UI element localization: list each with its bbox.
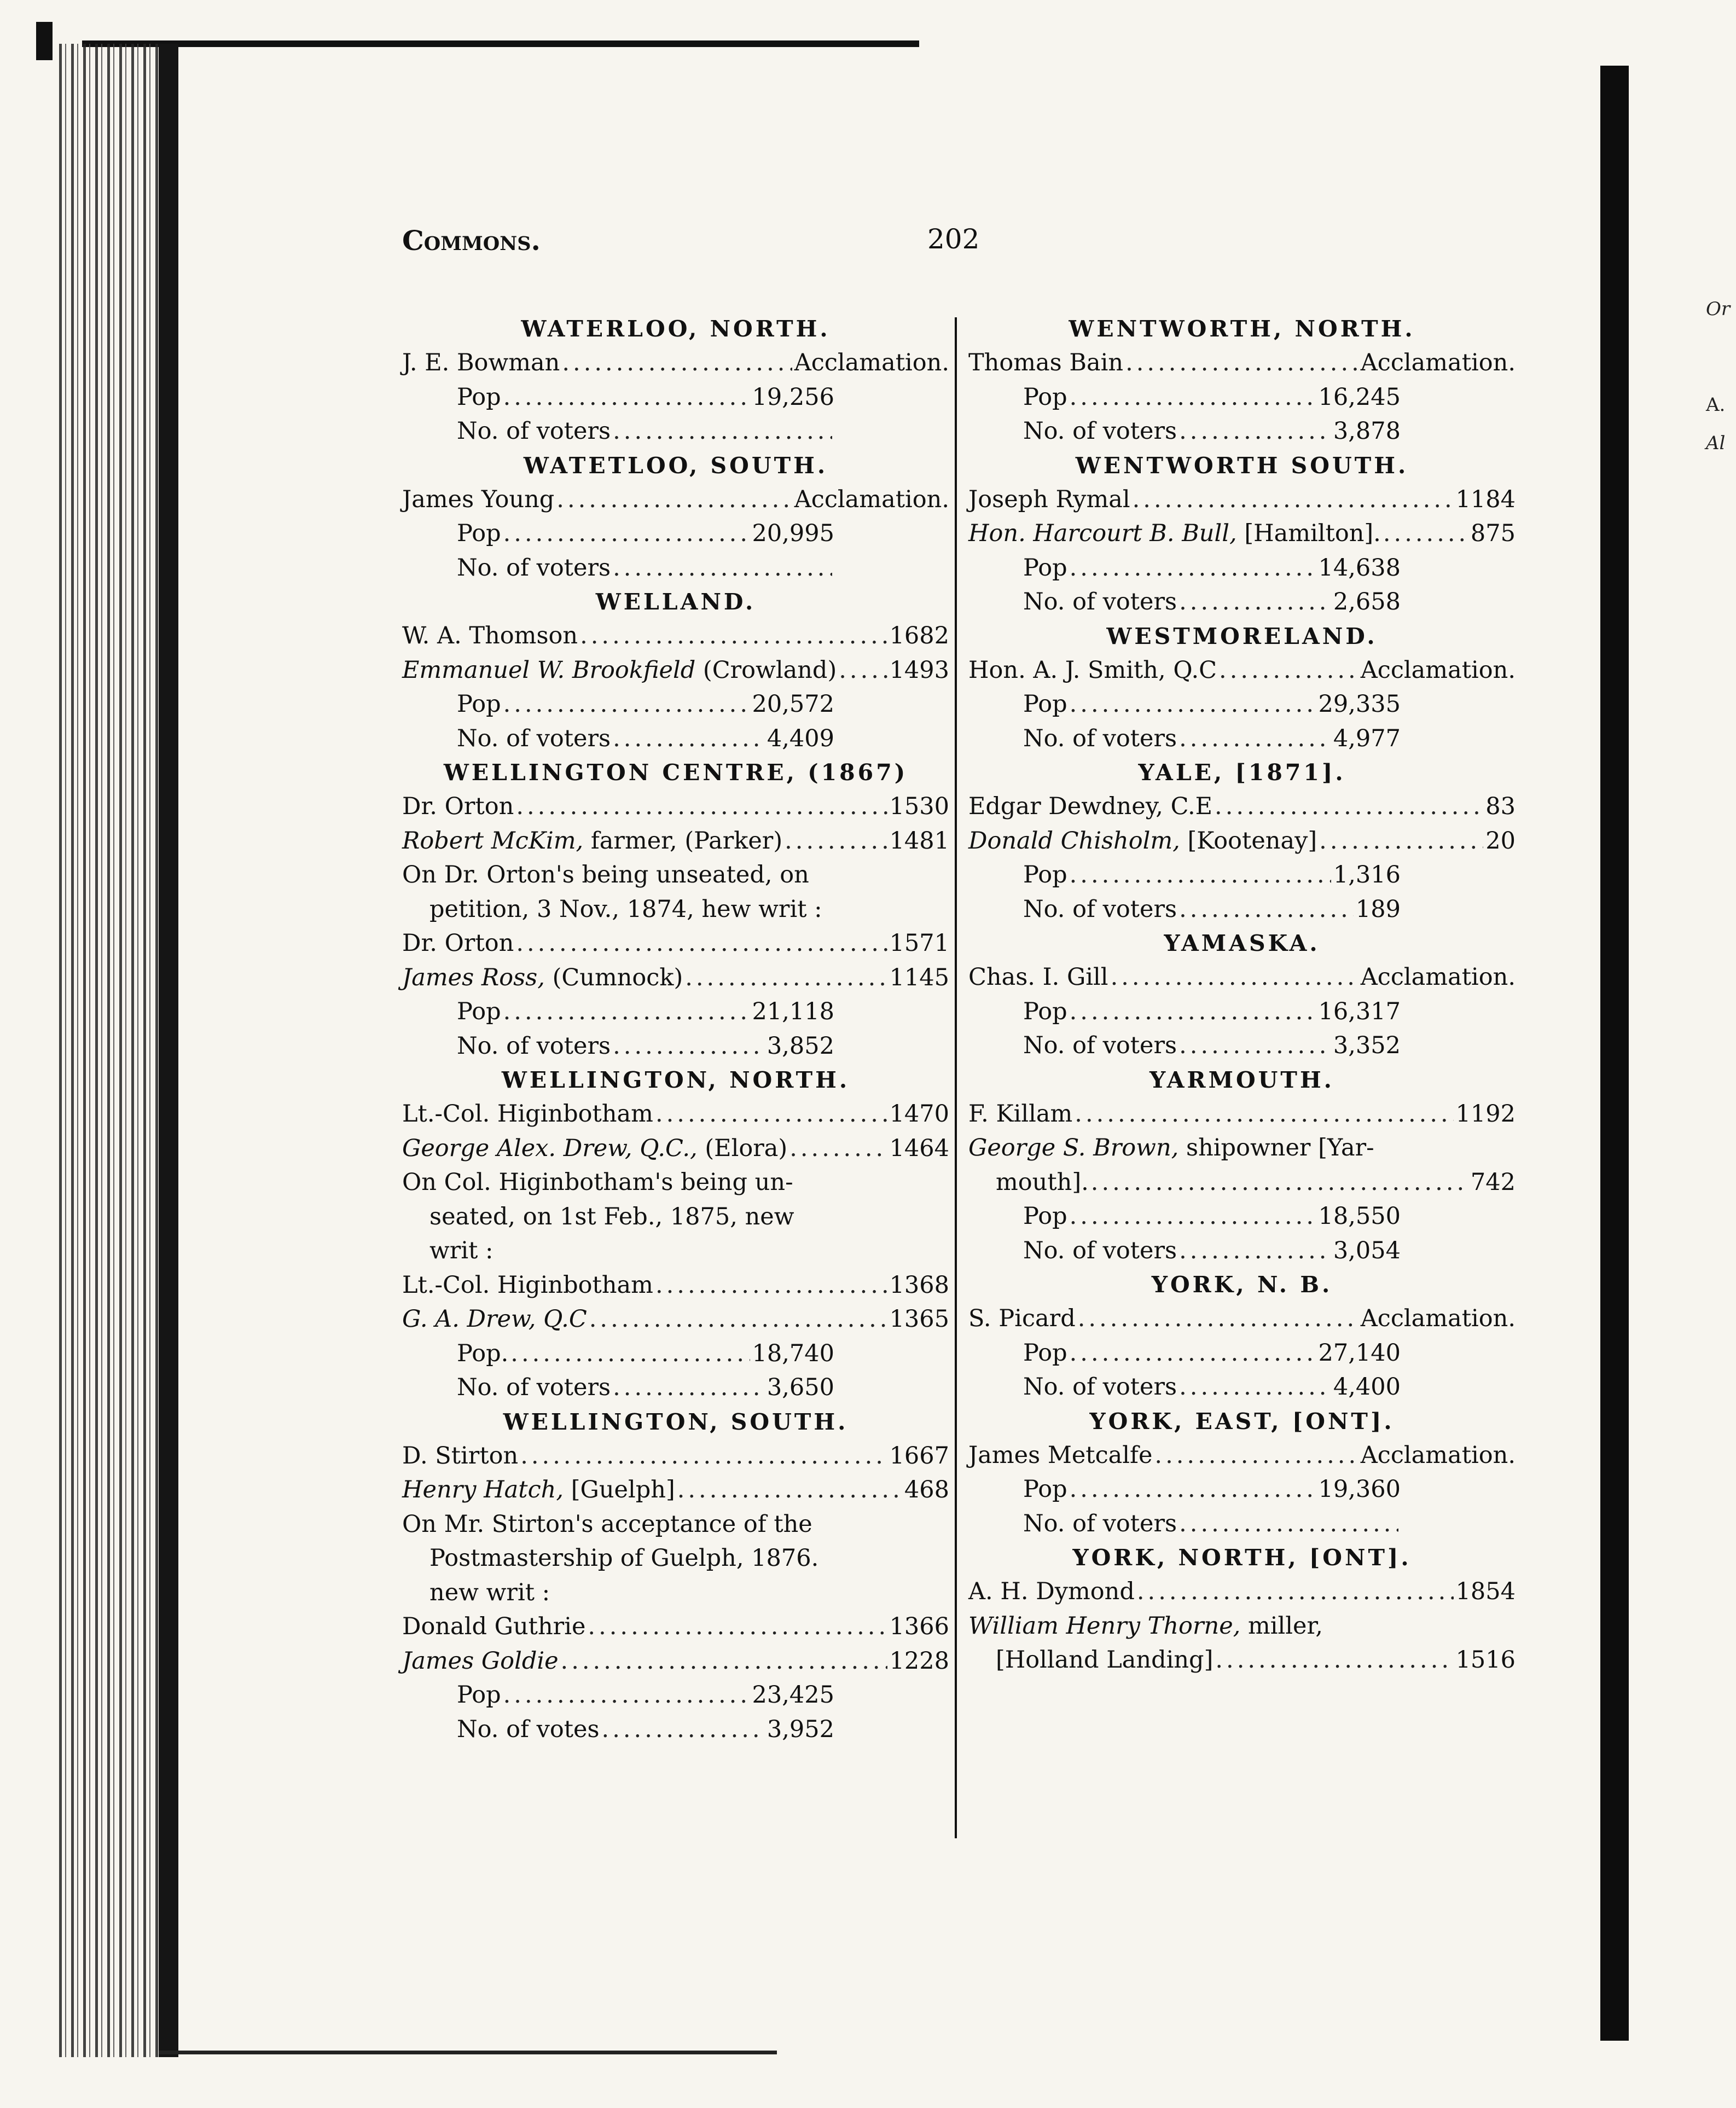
candidate-line	[402, 1610, 949, 1644]
dot-leader	[1179, 1234, 1331, 1268]
constituency-section	[968, 1404, 1516, 1541]
election-note: new writ :	[429, 1578, 550, 1606]
dot-leader	[1154, 1438, 1358, 1473]
candidate-name: A. H. Dymond	[968, 1578, 1135, 1605]
dot-leader	[1179, 892, 1354, 927]
statistic-line	[968, 858, 1401, 892]
candidate-name: Hon. A. J. Smith, Q.C	[968, 656, 1217, 684]
statistic-line	[968, 1507, 1401, 1541]
statistic-label: Pop	[457, 1681, 501, 1709]
constituency-section	[968, 1541, 1516, 1677]
statistic-value: 14,638	[1318, 554, 1401, 582]
dot-leader	[613, 1371, 765, 1405]
statistic-line	[402, 380, 834, 415]
constituency-title: WATETLOO, SOUTH.	[523, 452, 828, 479]
constituency-section	[968, 449, 1516, 619]
candidate-line	[402, 483, 949, 517]
dot-leader	[785, 824, 887, 858]
candidate-line	[402, 926, 949, 961]
candidate-line	[402, 824, 949, 858]
dot-leader	[516, 789, 887, 824]
election-note: seated, on 1st Feb., 1875, new	[429, 1203, 794, 1230]
constituency-section	[402, 449, 949, 585]
statistic-value: 16,317	[1318, 997, 1401, 1025]
statistic-label: No. of voters	[457, 417, 611, 445]
candidate-detail: (Cumnock)	[544, 963, 683, 991]
statistic-value: 3,054	[1333, 1236, 1401, 1264]
candidate-name	[968, 516, 1381, 551]
candidate-name-italic: Robert McKim,	[402, 827, 584, 855]
dot-leader	[580, 619, 887, 653]
vote-count: 20	[1485, 827, 1516, 855]
candidate-name-italic: Hon. Harcourt B. Bull,	[968, 520, 1237, 547]
candidate-line	[968, 1097, 1516, 1131]
statistic-value: 4,409	[767, 724, 834, 752]
vote-count: 1192	[1455, 1100, 1516, 1128]
statistic-label: Pop	[1023, 1203, 1067, 1230]
constituency-title: YORK, NORTH, [ONT].	[1072, 1544, 1412, 1571]
statistic-label: No. of voters	[1023, 417, 1177, 445]
candidate-line	[968, 346, 1516, 380]
candidate-name: S. Picard	[968, 1305, 1076, 1332]
statistic-line	[402, 551, 834, 585]
candidate-name	[402, 824, 782, 858]
statistic-label: No. of voters	[457, 724, 611, 752]
constituency-title: YORK, N. B.	[1151, 1271, 1333, 1298]
constituency-section	[968, 619, 1516, 756]
dot-leader	[1383, 516, 1468, 551]
candidate-name: Lt.-Col. Higinbotham	[402, 1100, 653, 1128]
constituency-section	[968, 1268, 1516, 1404]
constituency-section	[402, 312, 949, 449]
statistic-label: Pop	[457, 690, 501, 718]
dot-leader	[613, 551, 832, 585]
dot-leader	[589, 1302, 887, 1337]
candidate-line	[968, 789, 1516, 824]
statistic-label: No. of votes	[457, 1715, 600, 1743]
statistic-label: Pop.	[457, 1339, 509, 1367]
statistic-value: 23,425	[752, 1681, 834, 1709]
dot-leader	[510, 1337, 750, 1371]
candidate-line	[402, 1439, 949, 1473]
dot-leader	[677, 1473, 902, 1507]
constituency-section	[968, 926, 1516, 1063]
statistic-value: 27,140	[1318, 1339, 1401, 1367]
statistic-value: 18,740	[752, 1339, 834, 1367]
vote-count: 1184	[1455, 485, 1516, 513]
candidate-name: Lt.-Col. Higinbotham	[402, 1271, 653, 1299]
dot-leader	[602, 1712, 765, 1747]
dot-leader	[655, 1097, 887, 1131]
candidate-line	[968, 824, 1516, 858]
dot-leader	[1070, 995, 1316, 1029]
statistic-label: No. of voters	[457, 1374, 611, 1401]
candidate-name-italic: James Goldie	[402, 1647, 559, 1675]
vote-count: 1366	[889, 1613, 949, 1640]
vote-count: 468	[904, 1476, 949, 1503]
constituency-title: WENTWORTH, NORTH.	[1069, 316, 1415, 342]
page-number: 202	[927, 223, 980, 255]
candidate-line	[402, 1131, 949, 1166]
candidate-name-italic: Emmanuel W. Brookfield	[402, 656, 696, 684]
dot-leader	[1133, 483, 1454, 517]
statistic-line	[402, 1712, 834, 1747]
statistic-line	[402, 414, 834, 449]
candidate-name	[402, 1131, 787, 1166]
candidate-line	[968, 653, 1516, 688]
dot-leader	[1179, 585, 1331, 619]
statistic-value: 3,878	[1333, 417, 1401, 445]
statistic-line	[402, 1678, 834, 1712]
dot-leader	[562, 346, 792, 380]
statistic-line	[968, 995, 1401, 1029]
constituency-section	[402, 756, 949, 1063]
statistic-line	[402, 687, 834, 722]
candidate-line	[402, 961, 949, 995]
statistic-line	[968, 380, 1401, 415]
election-note: On Col. Higinbotham's being un-	[402, 1169, 793, 1196]
statistic-value: 21,118	[752, 998, 834, 1025]
candidate-detail: [Kootenay]	[1180, 827, 1317, 855]
next-page-fragment: Al	[1706, 432, 1726, 454]
election-note: petition, 3 Nov., 1874, hew writ :	[429, 895, 822, 923]
statistic-line	[968, 551, 1401, 585]
dot-leader	[556, 483, 792, 517]
statistic-value: 16,245	[1318, 383, 1401, 411]
constituency-section	[402, 1063, 949, 1405]
statistic-label: No. of voters	[1023, 588, 1177, 615]
scan-right-edge	[1600, 66, 1629, 2041]
statistic-label: Pop	[457, 520, 501, 547]
vote-count: Acclamation.	[794, 349, 949, 376]
constituency-title: YALE, [1871].	[1138, 759, 1346, 786]
dot-leader	[655, 1268, 887, 1303]
dot-leader	[1091, 1165, 1468, 1200]
statistic-line	[968, 1029, 1401, 1063]
dot-leader	[520, 1439, 887, 1473]
statistic-line	[402, 1029, 834, 1064]
dot-leader	[1070, 687, 1316, 722]
vote-count: Acclamation.	[1360, 1305, 1516, 1332]
vote-count: 1470	[889, 1100, 949, 1128]
statistic-line	[968, 414, 1401, 449]
candidate-line	[402, 789, 949, 824]
dot-leader	[1215, 1643, 1453, 1677]
statistic-label: Pop	[1023, 861, 1067, 889]
vote-count: 875	[1470, 520, 1516, 547]
statistic-label: No. of voters	[1023, 1509, 1177, 1537]
candidate-name-italic: Donald Chisholm,	[968, 827, 1180, 855]
right-column	[968, 312, 1516, 1677]
statistic-label: No. of voters	[1023, 724, 1177, 752]
statistic-value: 1,316	[1333, 861, 1401, 889]
statistic-line	[968, 585, 1401, 619]
statistic-label: Pop	[1023, 690, 1067, 718]
dot-leader	[503, 995, 750, 1029]
dot-leader	[1137, 1575, 1454, 1609]
candidate-name: Chas. I. Gill	[968, 963, 1108, 991]
candidate-name: Thomas Bain	[968, 349, 1124, 376]
statistic-label: Pop	[1023, 554, 1067, 582]
dot-leader	[1070, 1336, 1316, 1371]
statistic-value: 2,658	[1333, 588, 1401, 615]
candidate-line	[402, 1644, 949, 1679]
candidate-detail: miller,	[1240, 1612, 1323, 1640]
candidate-line	[968, 1609, 1516, 1644]
dot-leader	[613, 414, 832, 449]
dot-leader	[1125, 346, 1358, 380]
vote-count: Acclamation.	[1360, 1441, 1516, 1469]
candidate-name: Donald Guthrie	[402, 1613, 586, 1640]
candidate-line	[402, 1473, 949, 1507]
candidate-name: George S. Brown,	[968, 1134, 1179, 1162]
scan-binding-edge	[159, 44, 178, 2057]
vote-count: Acclamation.	[794, 485, 949, 513]
candidate-name-italic: George Alex. Drew, Q.C.,	[402, 1134, 698, 1162]
candidate-name	[968, 824, 1317, 858]
candidate-name: J. E. Bowman	[402, 349, 560, 376]
dot-leader	[503, 380, 750, 415]
dot-leader	[1070, 1472, 1316, 1507]
statistic-value: 3,952	[767, 1715, 834, 1743]
candidate-name: mouth].	[996, 1168, 1089, 1196]
statistic-label: No. of voters	[1023, 895, 1177, 923]
dot-leader	[1319, 824, 1483, 858]
scan-corner-mark	[36, 22, 53, 60]
constituency-section	[402, 1405, 949, 1747]
election-note: On Mr. Stirton's acceptance of the	[402, 1510, 812, 1538]
candidate-name: D. Stirton	[402, 1442, 519, 1470]
vote-count: Acclamation.	[1360, 963, 1516, 991]
statistic-value: 20,995	[752, 520, 834, 547]
dot-leader	[1179, 722, 1331, 756]
constituency-title: WELLINGTON, SOUTH.	[503, 1408, 849, 1435]
candidate-line	[968, 1643, 1516, 1677]
left-column	[402, 312, 949, 1746]
candidate-name	[402, 961, 683, 995]
candidate-name: [Holland Landing]	[996, 1646, 1214, 1674]
dot-leader	[1070, 380, 1316, 415]
statistic-label: Pop	[1023, 1339, 1067, 1367]
vote-count: 1667	[889, 1442, 949, 1470]
dot-leader	[1070, 1199, 1316, 1234]
vote-count: 1228	[889, 1647, 949, 1675]
dot-leader	[503, 1678, 750, 1712]
candidate-detail: [Guelph]	[564, 1476, 675, 1503]
candidate-detail: shipowner [Yar-	[1178, 1134, 1374, 1162]
constituency-title: WELLINGTON, NORTH.	[501, 1067, 850, 1093]
statistic-value: 4,977	[1333, 724, 1401, 752]
statistic-value: 20,572	[752, 690, 834, 718]
statistic-value: 4,400	[1333, 1373, 1401, 1401]
election-note: writ :	[429, 1237, 493, 1264]
vote-count: Acclamation.	[1360, 656, 1516, 684]
candidate-line	[968, 516, 1516, 551]
constituency-title: WESTMORELAND.	[1106, 623, 1378, 649]
statistic-label: Pop	[457, 383, 501, 411]
column-divider	[955, 317, 957, 1838]
constituency-section	[968, 756, 1516, 926]
constituency-section	[968, 312, 1516, 449]
vote-count: 1368	[889, 1271, 949, 1299]
statistic-line	[968, 1199, 1401, 1234]
candidate-name	[402, 1302, 587, 1337]
statistic-label: No. of voters	[457, 554, 611, 582]
dot-leader	[1179, 1029, 1331, 1063]
vote-count: 1682	[889, 622, 949, 649]
vote-count: 1854	[1455, 1578, 1516, 1605]
scan-top-rule	[82, 40, 919, 47]
vote-count: 1516	[1455, 1646, 1516, 1674]
candidate-line	[402, 1268, 949, 1303]
statistic-line	[402, 516, 834, 551]
constituency-title: WELLINGTON CENTRE, (1867)	[443, 759, 908, 786]
constituency-title: WATERLOO, NORTH.	[521, 316, 831, 342]
statistic-label: No. of voters	[1023, 1373, 1177, 1401]
dot-leader	[1179, 1507, 1398, 1541]
dot-leader	[1075, 1097, 1453, 1131]
dot-leader	[503, 687, 750, 722]
constituency-title: YAMASKA.	[1164, 930, 1320, 956]
statistic-value: 3,852	[767, 1032, 834, 1060]
statistic-value: 19,256	[752, 383, 834, 411]
candidate-name-italic: James Ross,	[402, 963, 545, 991]
candidate-name: Dr. Orton	[402, 793, 514, 820]
candidate-line	[968, 960, 1516, 995]
statistic-value: 18,550	[1318, 1203, 1401, 1230]
candidate-line	[968, 1165, 1516, 1200]
candidate-name: Joseph Rymal	[968, 485, 1130, 513]
candidate-line	[402, 346, 949, 380]
running-header: Commons.	[402, 224, 541, 257]
dot-leader	[1179, 1370, 1331, 1404]
candidate-detail: (Crowland)	[695, 656, 837, 684]
constituency-title: YARMOUTH.	[1149, 1066, 1334, 1093]
statistic-label: No. of voters	[457, 1032, 611, 1060]
statistic-line	[968, 1472, 1401, 1507]
candidate-name: William Henry Thorne,	[968, 1612, 1241, 1640]
election-note: On Dr. Orton's being unseated, on	[402, 861, 809, 889]
election-note: Postmastership of Guelph, 1876.	[429, 1544, 819, 1572]
dot-leader	[613, 722, 765, 756]
statistic-value: 29,335	[1318, 690, 1401, 718]
candidate-detail: (Elora)	[697, 1134, 788, 1162]
candidate-line	[402, 1097, 949, 1131]
candidate-name-italic: Henry Hatch,	[402, 1476, 564, 1503]
candidate-name: James Young	[402, 485, 555, 513]
candidate-line	[402, 1302, 949, 1337]
constituency-title: WENTWORTH SOUTH.	[1075, 452, 1409, 479]
statistic-line	[968, 687, 1401, 722]
vote-count: 1481	[889, 827, 949, 855]
candidate-name: Edgar Dewdney, C.E	[968, 793, 1213, 820]
vote-count: 1365	[889, 1305, 949, 1333]
dot-leader	[789, 1131, 887, 1166]
candidate-detail: [Hamilton].	[1236, 520, 1381, 547]
vote-count: 1530	[889, 793, 949, 820]
candidate-line	[968, 1131, 1516, 1165]
statistic-line	[968, 1234, 1401, 1268]
candidate-line	[402, 653, 949, 688]
statistic-label: No. of voters	[1023, 1032, 1177, 1059]
constituency-section	[402, 585, 949, 756]
dot-leader	[1078, 1302, 1358, 1336]
statistic-label: Pop	[1023, 1476, 1067, 1503]
candidate-name	[402, 653, 837, 688]
vote-count: 1145	[889, 963, 949, 991]
statistic-label: No. of voters	[1023, 1236, 1177, 1264]
constituency-section	[968, 1063, 1516, 1268]
dot-leader	[1219, 653, 1358, 688]
candidate-name: W. A. Thomson	[402, 622, 578, 649]
statistic-value: 3,650	[767, 1374, 834, 1401]
dot-leader	[613, 1029, 765, 1064]
candidate-line	[968, 1302, 1516, 1336]
statistic-value: 3,352	[1333, 1032, 1401, 1059]
dot-leader	[588, 1610, 887, 1644]
dot-leader	[503, 516, 750, 551]
candidate-line	[968, 483, 1516, 517]
candidate-name	[402, 1644, 559, 1679]
candidate-name	[402, 1473, 675, 1507]
next-page-fragment: A.	[1706, 394, 1726, 416]
dot-leader	[685, 961, 887, 995]
next-page-fragment: Or	[1706, 298, 1731, 320]
vote-count: 1493	[889, 656, 949, 684]
dot-leader	[1111, 960, 1358, 995]
dot-leader	[1215, 789, 1483, 824]
candidate-line	[402, 619, 949, 653]
dot-leader	[561, 1644, 887, 1679]
constituency-title: WELLAND.	[595, 589, 756, 615]
candidate-line	[968, 1575, 1516, 1609]
candidate-line	[968, 1438, 1516, 1473]
candidate-name: Dr. Orton	[402, 930, 514, 957]
dot-leader	[839, 653, 887, 688]
statistic-value: 19,360	[1318, 1476, 1401, 1503]
dot-leader	[1070, 858, 1331, 892]
dot-leader	[516, 926, 887, 961]
candidate-name: James Metcalfe	[968, 1441, 1153, 1469]
statistic-line	[402, 722, 834, 756]
vote-count: 1571	[889, 930, 949, 957]
candidate-name-italic: G. A. Drew, Q.C	[402, 1305, 587, 1333]
scan-bottom-rule	[159, 2051, 777, 2054]
statistic-value: 189	[1355, 895, 1401, 923]
statistic-line	[968, 1336, 1401, 1371]
vote-count: 83	[1485, 793, 1516, 820]
statistic-line	[402, 1337, 834, 1371]
dot-leader	[1179, 414, 1331, 449]
candidate-name: F. Killam	[968, 1100, 1073, 1128]
statistic-line	[402, 995, 834, 1029]
vote-count: 742	[1470, 1168, 1516, 1196]
statistic-line	[402, 1371, 834, 1405]
statistic-line	[968, 1370, 1401, 1404]
statistic-label: Pop	[1023, 997, 1067, 1025]
dot-leader	[1070, 551, 1316, 585]
statistic-label: Pop	[457, 998, 501, 1025]
constituency-title: YORK, EAST, [ONT].	[1089, 1408, 1395, 1435]
vote-count: 1464	[889, 1134, 949, 1162]
statistic-line	[968, 722, 1401, 756]
statistic-line	[968, 892, 1401, 927]
vote-count: Acclamation.	[1360, 349, 1516, 376]
candidate-detail: farmer, (Parker)	[583, 827, 783, 855]
statistic-label: Pop	[1023, 383, 1067, 411]
